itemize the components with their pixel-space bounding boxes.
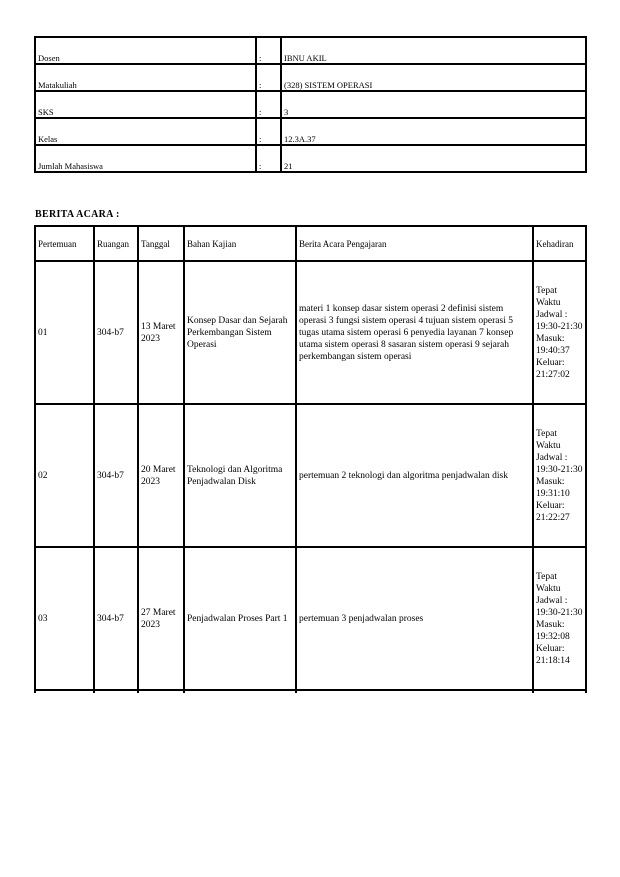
info-value: (328) SISTEM OPERASI [281, 64, 586, 91]
info-label: Dosen [35, 37, 256, 64]
cell-berita-acara: pertemuan 3 penjadwalan proses [296, 547, 533, 690]
info-value: 21 [281, 145, 586, 172]
cell-tanggal: 13 Maret 2023 [138, 261, 184, 404]
continuation-cell [296, 690, 533, 693]
berita-acara-table [34, 225, 587, 693]
info-separator: : [256, 91, 281, 118]
table-row [35, 547, 586, 690]
cell-bahan-kajian: Penjadwalan Proses Part 1 [184, 547, 296, 690]
table-header-row [35, 226, 586, 261]
continuation-cell [35, 690, 94, 693]
cell-pertemuan: 02 [35, 404, 94, 547]
header-kehadiran: Kehadiran [533, 226, 586, 261]
info-row-matakuliah [35, 64, 586, 91]
cell-pertemuan: 01 [35, 261, 94, 404]
table-row [35, 404, 586, 547]
info-value: 3 [281, 91, 586, 118]
cell-kehadiran: Tepat Waktu Jadwal : 19:30-21:30 Masuk: 19:32:08 Keluar: 21:18:14 [533, 547, 586, 690]
cell-berita-acara: materi 1 konsep dasar sistem operasi 2 definisi sistem operasi 3 fungsi sistem operasi 4 tujuan sistem operasi 5 tugas utama sistem operasi 6 penyedia layanan 7 konsep utama sistem operasi 8 sasaran sistem operasi 9 sejarah perkembangan sistem operasi [296, 261, 533, 404]
header-ruangan: Ruangan [94, 226, 138, 261]
info-value: 12.3A.37 [281, 118, 586, 145]
cell-berita-acara: pertemuan 2 teknologi dan algoritma penjadwalan disk [296, 404, 533, 547]
table-row [35, 261, 586, 404]
info-separator: : [256, 145, 281, 172]
info-separator: : [256, 118, 281, 145]
continuation-cell [94, 690, 138, 693]
cell-kehadiran: Tepat Waktu Jadwal : 19:30-21:30 Masuk: 19:40:37 Keluar: 21:27:02 [533, 261, 586, 404]
cell-ruangan: 304-b7 [94, 404, 138, 547]
info-separator: : [256, 64, 281, 91]
cell-pertemuan: 03 [35, 547, 94, 690]
info-value: IBNU AKIL [281, 37, 586, 64]
info-label: Jumlah Mahasiswa [35, 145, 256, 172]
info-separator: : [256, 37, 281, 64]
header-pertemuan: Pertemuan [35, 226, 94, 261]
table-continuation-row [35, 690, 586, 693]
info-label: Matakuliah [35, 64, 256, 91]
header-tanggal: Tanggal [138, 226, 184, 261]
info-label: SKS [35, 91, 256, 118]
cell-kehadiran: Tepat Waktu Jadwal : 19:30-21:30 Masuk: 19:31:10 Keluar: 21:22:27 [533, 404, 586, 547]
header-berita-acara: Berita Acara Pengajaran [296, 226, 533, 261]
info-row-kelas [35, 118, 586, 145]
cell-ruangan: 304-b7 [94, 261, 138, 404]
cell-bahan-kajian: Teknologi dan Algoritma Penjadwalan Disk [184, 404, 296, 547]
continuation-cell [184, 690, 296, 693]
continuation-cell [533, 690, 586, 693]
berita-acara-title: BERITA ACARA : [35, 209, 120, 220]
cell-bahan-kajian: Konsep Dasar dan Sejarah Perkembangan Sistem Operasi [184, 261, 296, 404]
header-bahan-kajian: Bahan Kajian [184, 226, 296, 261]
continuation-cell [138, 690, 184, 693]
info-row-sks [35, 91, 586, 118]
info-row-dosen [35, 37, 586, 64]
cell-tanggal: 27 Maret 2023 [138, 547, 184, 690]
cell-ruangan: 304-b7 [94, 547, 138, 690]
cell-tanggal: 20 Maret 2023 [138, 404, 184, 547]
course-info-table [34, 36, 587, 173]
info-label: Kelas [35, 118, 256, 145]
info-row-jumlah-mahasiswa [35, 145, 586, 172]
